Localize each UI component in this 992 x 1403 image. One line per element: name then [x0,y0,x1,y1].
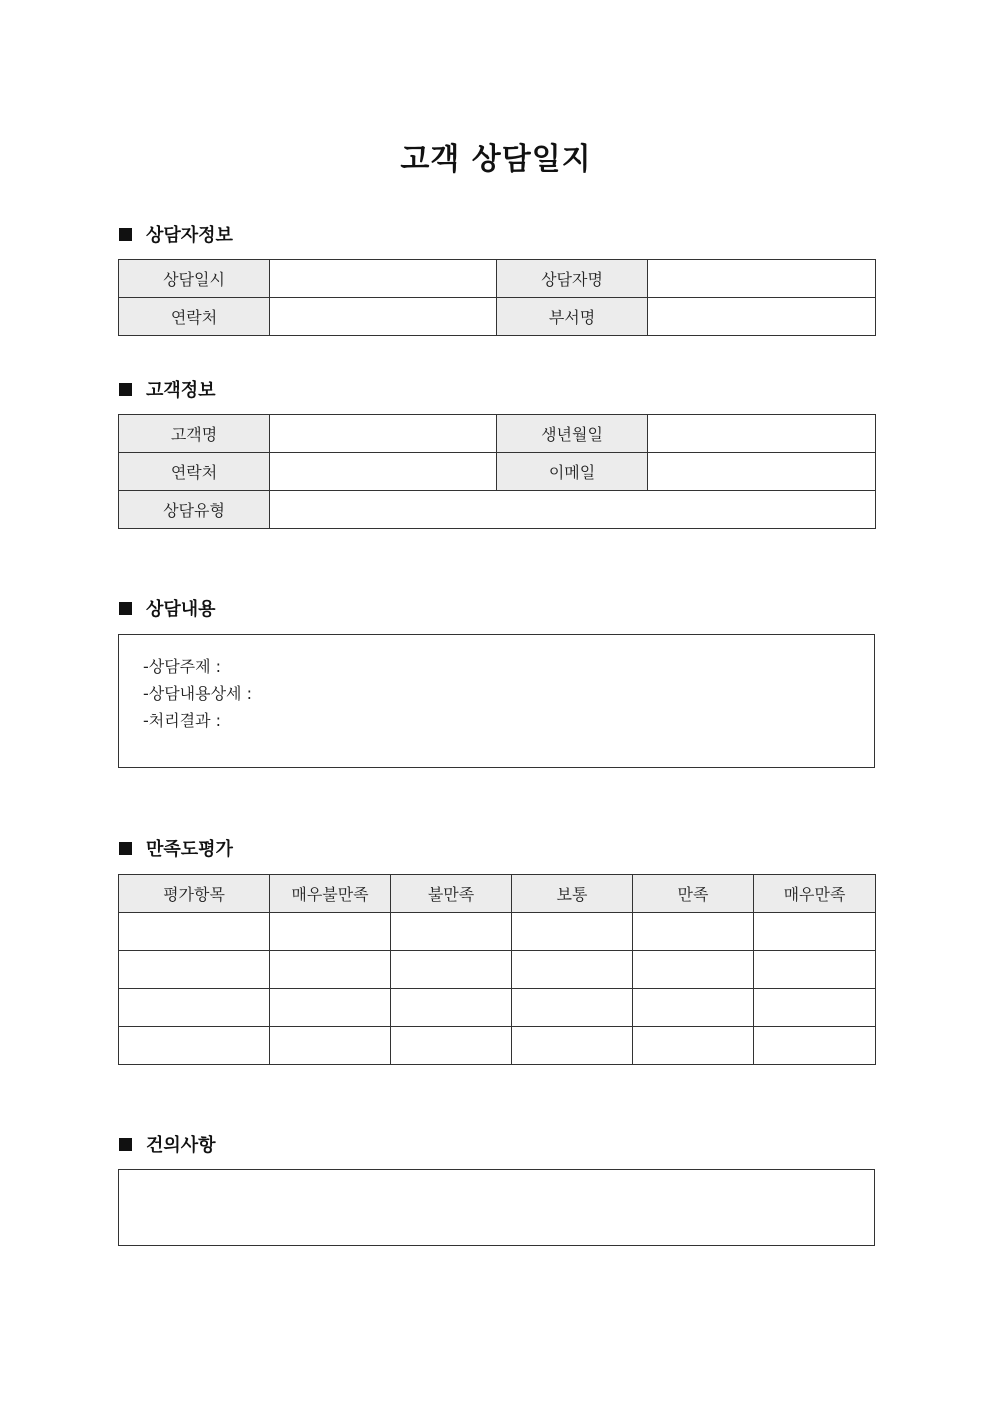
consult-type-field[interactable] [270,491,876,529]
square-bullet-icon [119,842,132,855]
satisfaction-table [118,874,876,1065]
table-row [119,260,876,298]
table-cell[interactable] [391,951,512,989]
table-cell[interactable] [270,951,391,989]
table-cell[interactable] [754,989,876,1027]
table-row [119,951,876,989]
table-cell[interactable] [391,913,512,951]
counselor-contact-label: 연락처 [119,298,270,336]
customer-contact-field[interactable] [270,453,497,491]
table-cell[interactable] [512,951,633,989]
table-row [119,1027,876,1065]
consult-content-box[interactable] [118,634,875,768]
square-bullet-icon [119,228,132,241]
table-cell[interactable] [633,913,754,951]
table-cell[interactable] [754,951,876,989]
table-cell[interactable] [512,1027,633,1065]
consult-topic-line: -상담주제 : [143,657,222,676]
table-cell[interactable] [119,989,270,1027]
counselor-name-label: 상담자명 [497,260,648,298]
table-cell[interactable] [119,913,270,951]
table-cell[interactable] [754,913,876,951]
table-cell[interactable] [754,1027,876,1065]
consult-type-label: 상담유형 [119,491,270,529]
table-cell[interactable] [633,989,754,1027]
department-label: 부서명 [497,298,648,336]
consult-detail-line: -상담내용상세 : [143,684,252,703]
customer-section-heading [119,377,216,401]
email-field[interactable] [648,453,876,491]
table-cell[interactable] [512,913,633,951]
page-title: 고객 상담일지 [400,142,592,177]
table-cell[interactable] [391,989,512,1027]
consult-datetime-label: 상담일시 [119,260,270,298]
customer-name-field[interactable] [270,415,497,453]
table-cell[interactable] [119,951,270,989]
table-row [119,913,876,951]
table-cell[interactable] [270,1027,391,1065]
counselor-section-title: 상담자정보 [146,225,233,246]
suggestion-box[interactable] [118,1169,875,1246]
customer-name-label: 고객명 [119,415,270,453]
counselor-name-field[interactable] [648,260,876,298]
square-bullet-icon [119,1138,132,1151]
satisfaction-section-title: 만족도평가 [146,839,233,860]
satisfaction-section-heading [119,836,233,860]
table-row [119,298,876,336]
email-label: 이메일 [497,453,648,491]
table-cell[interactable] [633,951,754,989]
processing-result-line: -처리결과 : [143,711,222,730]
counselor-contact-field[interactable] [270,298,497,336]
column-header-item: 평가항목 [119,875,270,913]
suggestion-section-heading [119,1132,216,1156]
suggestion-section-title: 건의사항 [146,1135,216,1156]
customer-info-table [118,414,876,529]
birthdate-field[interactable] [648,415,876,453]
table-cell[interactable] [119,1027,270,1065]
square-bullet-icon [119,602,132,615]
counselor-section-heading [119,222,233,246]
table-row [119,453,876,491]
table-cell[interactable] [512,989,633,1027]
content-section-title: 상담내용 [146,599,216,620]
column-header-satisfied: 만족 [633,875,754,913]
table-cell[interactable] [633,1027,754,1065]
department-field[interactable] [648,298,876,336]
counselor-info-table [118,259,876,336]
column-header-dissatisfied: 불만족 [391,875,512,913]
square-bullet-icon [119,383,132,396]
consult-datetime-field[interactable] [270,260,497,298]
customer-section-title: 고객정보 [146,380,216,401]
table-row [119,491,876,529]
customer-contact-label: 연락처 [119,453,270,491]
table-cell[interactable] [391,1027,512,1065]
birthdate-label: 생년월일 [497,415,648,453]
column-header-neutral: 보통 [512,875,633,913]
table-row [119,989,876,1027]
table-cell[interactable] [270,989,391,1027]
column-header-very-dissatisfied: 매우불만족 [270,875,391,913]
table-cell[interactable] [270,913,391,951]
column-header-very-satisfied: 매우만족 [754,875,876,913]
table-row [119,415,876,453]
table-header-row [119,875,876,913]
content-section-heading [119,596,216,620]
